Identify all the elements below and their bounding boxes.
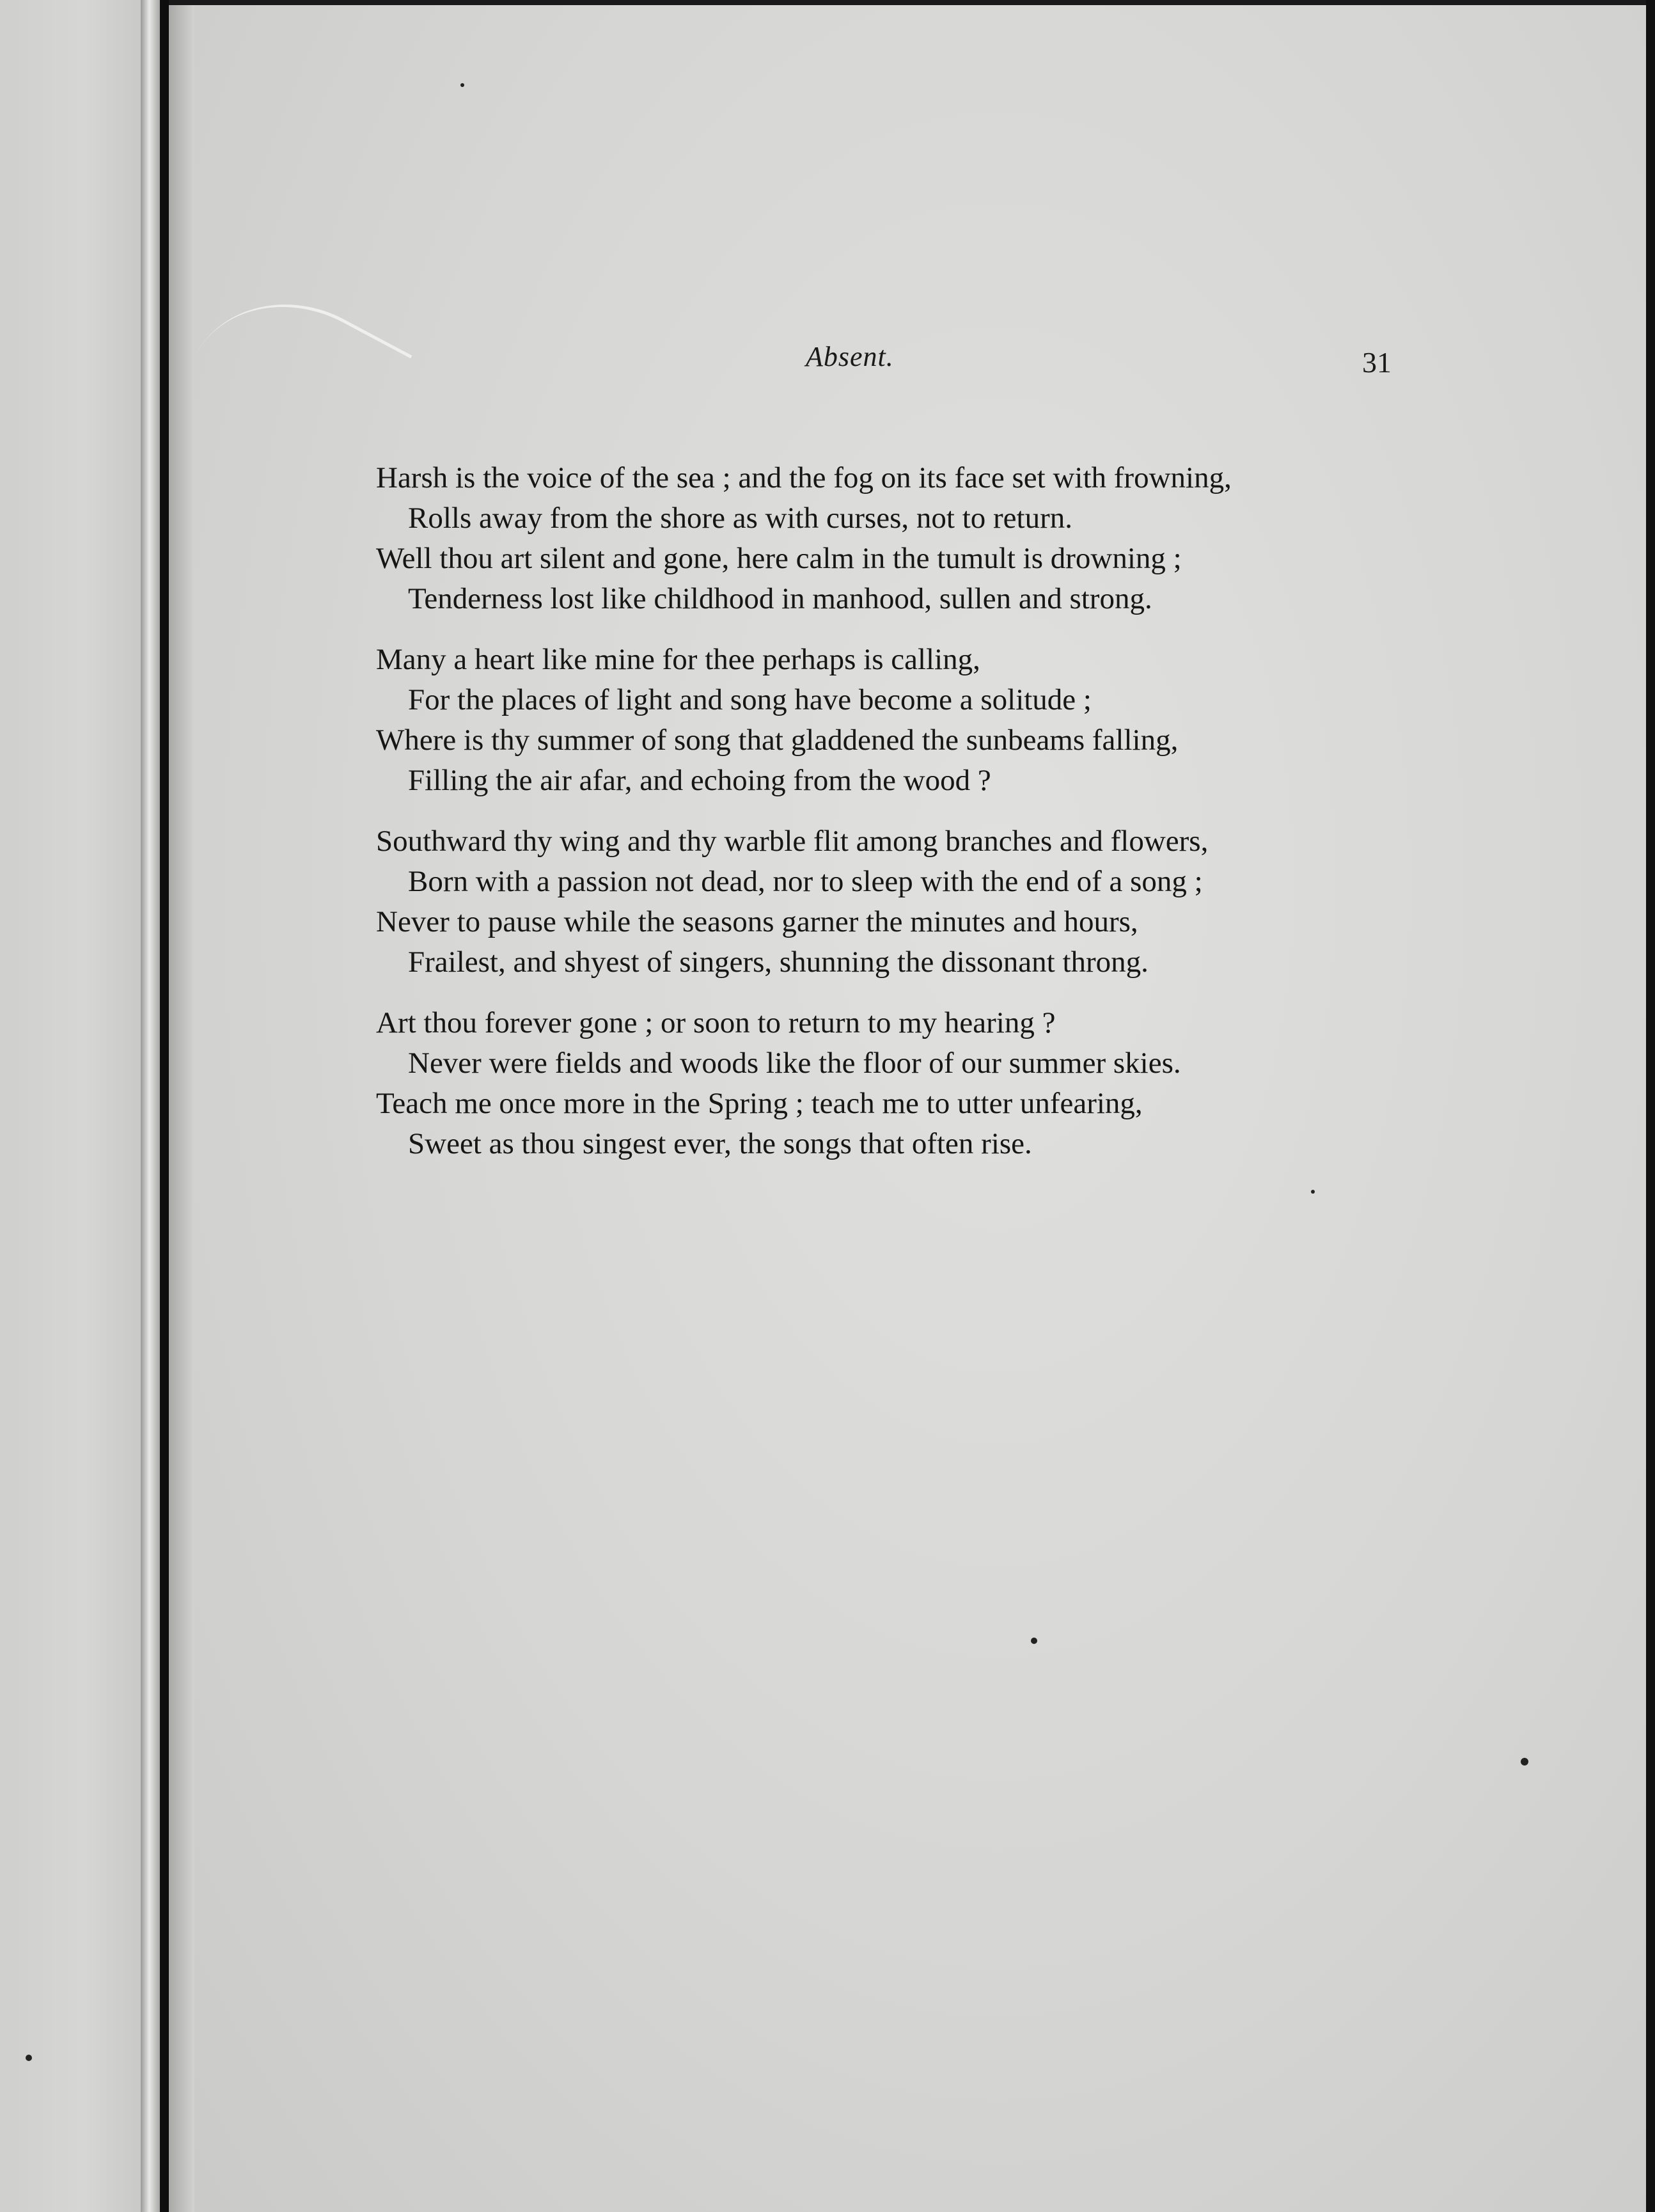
poem-line: For the places of light and song have become a solitude ; (408, 683, 1092, 716)
gutter-fade (169, 0, 194, 2212)
running-head-title: Absent. (806, 341, 894, 372)
poem-line: Many a heart like mine for thee perhaps is calling, (376, 643, 980, 676)
poem-line: Rolls away from the shore as with curses, not to return. (408, 502, 1073, 535)
poem-body (376, 458, 1412, 1185)
dust-speck (460, 83, 464, 87)
poem-line: Art thou forever gone ; or soon to return to my hearing ? (376, 1006, 1056, 1039)
stanza (376, 640, 1412, 801)
dust-speck (1311, 1190, 1315, 1194)
poem-line: Well thou art silent and gone, here calm in the tumult is drowning ; (376, 542, 1182, 575)
gutter-shadow (160, 0, 169, 2212)
page-top-edge (169, 0, 1655, 5)
dust-speck (26, 2055, 32, 2061)
poem-line: Never were fields and woods like the floor of our summer skies. (408, 1047, 1181, 1080)
facing-page-margin (0, 0, 141, 2212)
page-right-edge (1646, 0, 1655, 2212)
poem-line: Southward thy wing and thy warble flit among branches and flowers, (376, 825, 1209, 858)
poem-line: Born with a passion not dead, nor to sleep with the end of a song ; (408, 865, 1203, 898)
poem-line: Filling the air afar, and echoing from the wood ? (408, 764, 991, 797)
dust-speck (1521, 1758, 1528, 1766)
stanza (376, 458, 1412, 619)
dust-speck (1031, 1638, 1037, 1644)
poem-line: Harsh is the voice of the sea ; and the fog on its face set with frowning, (376, 461, 1232, 494)
poem-line: Tenderness lost like childhood in manhood, sullen and strong. (408, 582, 1152, 615)
poem-line: Frailest, and shyest of singers, shunning the dissonant throng. (408, 945, 1149, 979)
stanza (376, 821, 1412, 983)
poem-line: Sweet as thou singest ever, the songs that often rise. (408, 1127, 1032, 1160)
poem-line: Where is thy summer of song that gladdened the sunbeams falling, (376, 723, 1179, 757)
page-number: 31 (1362, 346, 1392, 379)
poem-line: Never to pause while the seasons garner the minutes and hours, (376, 905, 1138, 938)
stanza (376, 1003, 1412, 1164)
poem-line: Teach me once more in the Spring ; teach me to utter unfearing, (376, 1087, 1143, 1120)
book-spine (141, 0, 160, 2212)
